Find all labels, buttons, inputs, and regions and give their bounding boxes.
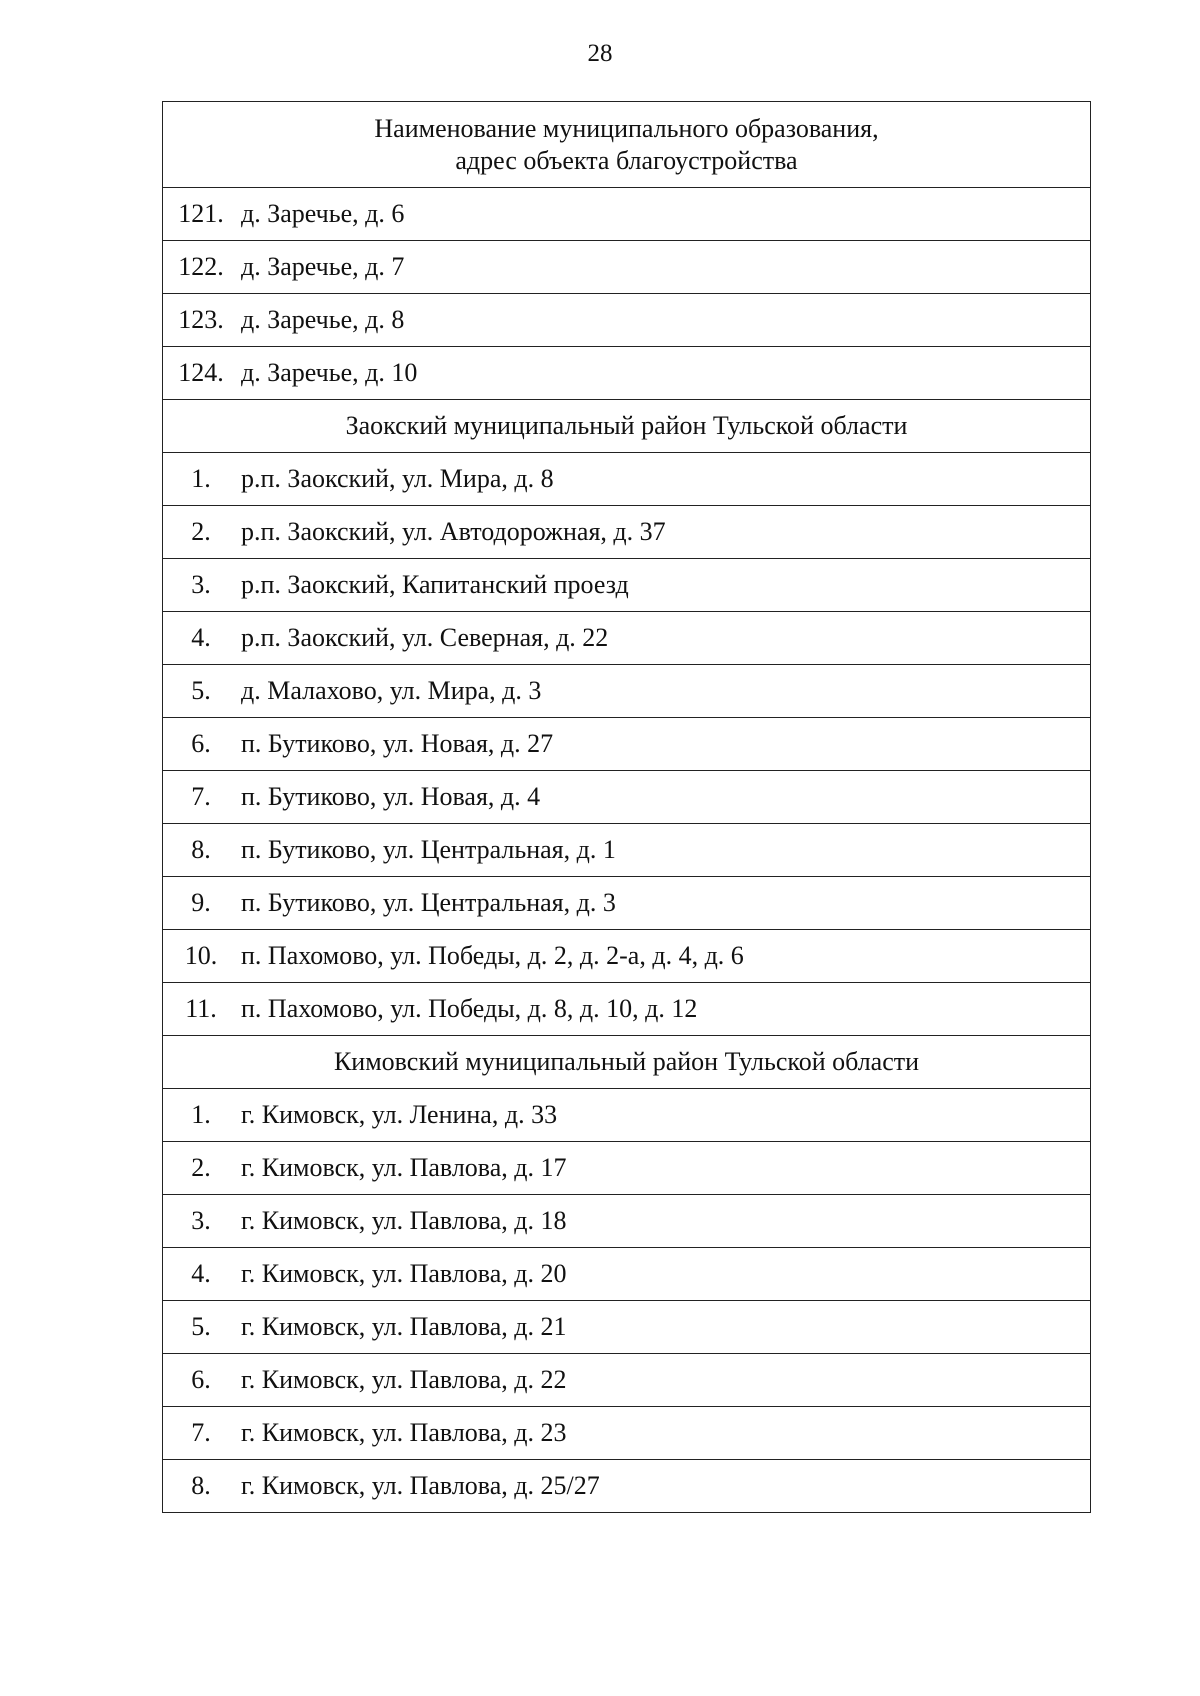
row-number: 3. <box>163 559 240 612</box>
row-address: г. Кимовск, ул. Ленина, д. 33 <box>239 1089 1091 1142</box>
table-row <box>163 347 1091 400</box>
row-address: г. Кимовск, ул. Павлова, д. 23 <box>239 1407 1091 1460</box>
table-row <box>163 294 1091 347</box>
table-row <box>163 1142 1091 1195</box>
table-row <box>163 188 1091 241</box>
table-row <box>163 453 1091 506</box>
row-address: г. Кимовск, ул. Павлова, д. 20 <box>239 1248 1091 1301</box>
table-row <box>163 771 1091 824</box>
row-number: 11. <box>163 983 240 1036</box>
row-address: п. Бутиково, ул. Центральная, д. 1 <box>239 824 1091 877</box>
row-number: 8. <box>163 824 240 877</box>
objects-table <box>162 101 1091 1513</box>
row-number: 6. <box>163 1354 240 1407</box>
row-number: 6. <box>163 718 240 771</box>
row-address: д. Малахово, ул. Мира, д. 3 <box>239 665 1091 718</box>
row-number: 3. <box>163 1195 240 1248</box>
header-line-1: Наименование муниципального образования, <box>374 113 879 143</box>
row-address: д. Заречье, д. 8 <box>239 294 1091 347</box>
section-title: Кимовский муниципальный район Тульской области <box>163 1036 1091 1089</box>
row-address: д. Заречье, д. 6 <box>239 188 1091 241</box>
header-line-2: адрес объекта благоустройства <box>455 145 798 175</box>
row-number: 9. <box>163 877 240 930</box>
row-number: 121. <box>163 188 240 241</box>
row-number: 4. <box>163 1248 240 1301</box>
row-number: 2. <box>163 1142 240 1195</box>
row-address: р.п. Заокский, ул. Мира, д. 8 <box>239 453 1091 506</box>
table-header-cell <box>163 102 1091 188</box>
table-row <box>163 824 1091 877</box>
table-row <box>163 559 1091 612</box>
row-address: р.п. Заокский, Капитанский проезд <box>239 559 1091 612</box>
section-title: Заокский муниципальный район Тульской области <box>163 400 1091 453</box>
row-number: 7. <box>163 1407 240 1460</box>
row-number: 2. <box>163 506 240 559</box>
row-address: п. Бутиково, ул. Новая, д. 4 <box>239 771 1091 824</box>
table-row <box>163 612 1091 665</box>
table-row <box>163 930 1091 983</box>
table-row <box>163 1407 1091 1460</box>
table-row <box>163 241 1091 294</box>
row-number: 7. <box>163 771 240 824</box>
table-row <box>163 1195 1091 1248</box>
row-address: г. Кимовск, ул. Павлова, д. 22 <box>239 1354 1091 1407</box>
section-row <box>163 400 1091 453</box>
row-number: 122. <box>163 241 240 294</box>
row-number: 4. <box>163 612 240 665</box>
table-row <box>163 718 1091 771</box>
row-address: г. Кимовск, ул. Павлова, д. 21 <box>239 1301 1091 1354</box>
row-address: д. Заречье, д. 10 <box>239 347 1091 400</box>
table-row <box>163 1354 1091 1407</box>
table-row <box>163 983 1091 1036</box>
table-header-row <box>163 102 1091 188</box>
row-address: д. Заречье, д. 7 <box>239 241 1091 294</box>
table-row <box>163 1089 1091 1142</box>
row-number: 5. <box>163 1301 240 1354</box>
row-address: р.п. Заокский, ул. Северная, д. 22 <box>239 612 1091 665</box>
page-number: 28 <box>587 40 613 67</box>
row-address: п. Пахомово, ул. Победы, д. 8, д. 10, д. 12 <box>239 983 1091 1036</box>
row-number: 10. <box>163 930 240 983</box>
row-address: п. Пахомово, ул. Победы, д. 2, д. 2-а, д. 4, д. 6 <box>239 930 1091 983</box>
row-number: 124. <box>163 347 240 400</box>
row-number: 1. <box>163 1089 240 1142</box>
objects-table-body <box>163 102 1091 1513</box>
section-row <box>163 1036 1091 1089</box>
table-row <box>163 665 1091 718</box>
row-address: г. Кимовск, ул. Павлова, д. 18 <box>239 1195 1091 1248</box>
row-address: п. Бутиково, ул. Новая, д. 27 <box>239 718 1091 771</box>
table-row <box>163 877 1091 930</box>
table-row <box>163 1460 1091 1513</box>
row-number: 5. <box>163 665 240 718</box>
row-address: г. Кимовск, ул. Павлова, д. 25/27 <box>239 1460 1091 1513</box>
row-address: р.п. Заокский, ул. Автодорожная, д. 37 <box>239 506 1091 559</box>
table-row <box>163 506 1091 559</box>
row-number: 8. <box>163 1460 240 1513</box>
row-number: 1. <box>163 453 240 506</box>
row-number: 123. <box>163 294 240 347</box>
table-row <box>163 1248 1091 1301</box>
row-address: г. Кимовск, ул. Павлова, д. 17 <box>239 1142 1091 1195</box>
row-address: п. Бутиково, ул. Центральная, д. 3 <box>239 877 1091 930</box>
table-row <box>163 1301 1091 1354</box>
